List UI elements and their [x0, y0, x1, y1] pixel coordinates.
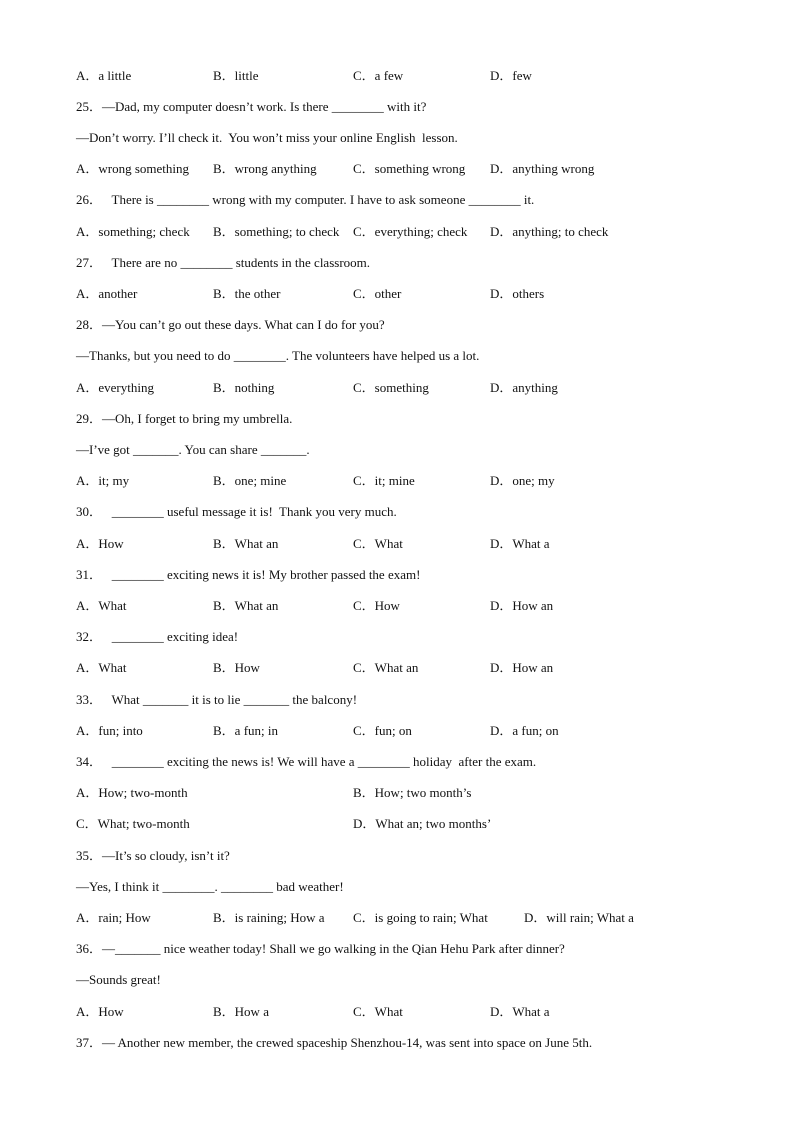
question-line: 25．—Dad, my computer doesn’t work. Is there ________ with it? — [76, 99, 427, 114]
answer-option: B．something; to check — [213, 224, 340, 239]
answer-option: B．the other — [213, 286, 281, 301]
answer-option: D．will rain; What a — [524, 910, 634, 925]
answer-option: A．wrong something — [76, 161, 190, 176]
answer-option: C．something wrong — [353, 161, 466, 176]
answer-option: D．anything — [490, 380, 558, 395]
answer-option: C．everything; check — [353, 224, 468, 239]
question-line: 34． ________ exciting the news is! We will have a ________ holiday after the exam. — [76, 754, 537, 769]
answer-option: C．What an — [353, 660, 419, 675]
answer-option: D．What a — [490, 536, 550, 551]
answer-option: D．anything wrong — [490, 161, 595, 176]
answer-option: A．How — [76, 536, 124, 551]
answer-option: C．fun; on — [353, 723, 412, 738]
answer-option: C．is going to rain; What — [353, 910, 488, 925]
question-line: —Thanks, but you need to do ________. The volunteers have helped us a lot. — [76, 348, 480, 363]
answer-option: A．another — [76, 286, 138, 301]
answer-option: D．one; my — [490, 473, 555, 488]
answer-option: B．little — [213, 68, 259, 83]
answer-option: A．rain; How — [76, 910, 151, 925]
answer-option: A．a little — [76, 68, 132, 83]
question-line: —Yes, I think it ________. ________ bad weather! — [76, 879, 344, 894]
answer-option: A．How; two-month — [76, 785, 188, 800]
answer-option: D．How an — [490, 660, 554, 675]
question-line: 36．—_______ nice weather today! Shall we go walking in the Qian Hehu Park after dinner? — [76, 941, 565, 956]
question-line: 26． There is ________ wrong with my computer. I have to ask someone ________ it. — [76, 192, 535, 207]
answer-option: C．something — [353, 380, 429, 395]
question-line: 30． ________ useful message it is! Thank you very much. — [76, 504, 397, 519]
answer-option: B．How a — [213, 1004, 269, 1019]
answer-option: C．it; mine — [353, 473, 415, 488]
answer-option: D．What an; two months’ — [353, 816, 492, 831]
question-line: —Sounds great! — [76, 972, 161, 987]
question-line: 32． ________ exciting idea! — [76, 629, 239, 644]
question-line: 27． There are no ________ students in the classroom. — [76, 255, 371, 270]
answer-option: B．is raining; How a — [213, 910, 325, 925]
answer-option: D．others — [490, 286, 545, 301]
answer-option: B．wrong anything — [213, 161, 317, 176]
question-line: 33． What _______ it is to lie _______ the balcony! — [76, 692, 358, 707]
answer-option: C．other — [353, 286, 402, 301]
answer-option: D．anything; to check — [490, 224, 609, 239]
answer-option: B．How — [213, 660, 260, 675]
answer-option: B．What an — [213, 536, 279, 551]
answer-option: A．What — [76, 660, 127, 675]
question-line: —Don’t worry. I’ll check it. You won’t miss your online English lesson. — [76, 130, 458, 145]
answer-option: A．How — [76, 1004, 124, 1019]
answer-option: C．What; two-month — [76, 816, 190, 831]
answer-option: C．What — [353, 1004, 403, 1019]
answer-option: D．a fun; on — [490, 723, 559, 738]
answer-option: D．How an — [490, 598, 554, 613]
question-line: 31． ________ exciting news it is! My brother passed the exam! — [76, 567, 421, 582]
question-line: 29．—Oh, I forget to bring my umbrella. — [76, 411, 293, 426]
answer-option: A．What — [76, 598, 127, 613]
answer-option: A．it; my — [76, 473, 130, 488]
answer-option: A．everything — [76, 380, 154, 395]
question-line: 35．—It’s so cloudy, isn’t it? — [76, 848, 230, 863]
answer-option: A．something; check — [76, 224, 190, 239]
answer-option: B．a fun; in — [213, 723, 278, 738]
question-line: 28．—You can’t go out these days. What can I do for you? — [76, 317, 385, 332]
question-line: —I’ve got _______. You can share _______. — [76, 442, 310, 457]
answer-option: C．a few — [353, 68, 404, 83]
answer-option: C．What — [353, 536, 403, 551]
answer-option: B．nothing — [213, 380, 275, 395]
answer-option: B．How; two month’s — [353, 785, 472, 800]
answer-option: A．fun; into — [76, 723, 143, 738]
answer-option: D．few — [490, 68, 532, 83]
answer-option: C．How — [353, 598, 400, 613]
answer-option: B．What an — [213, 598, 279, 613]
answer-option: B．one; mine — [213, 473, 287, 488]
answer-option: D．What a — [490, 1004, 550, 1019]
question-line: 37．— Another new member, the crewed spaceship Shenzhou-14, was sent into space on June 5th. — [76, 1035, 593, 1050]
